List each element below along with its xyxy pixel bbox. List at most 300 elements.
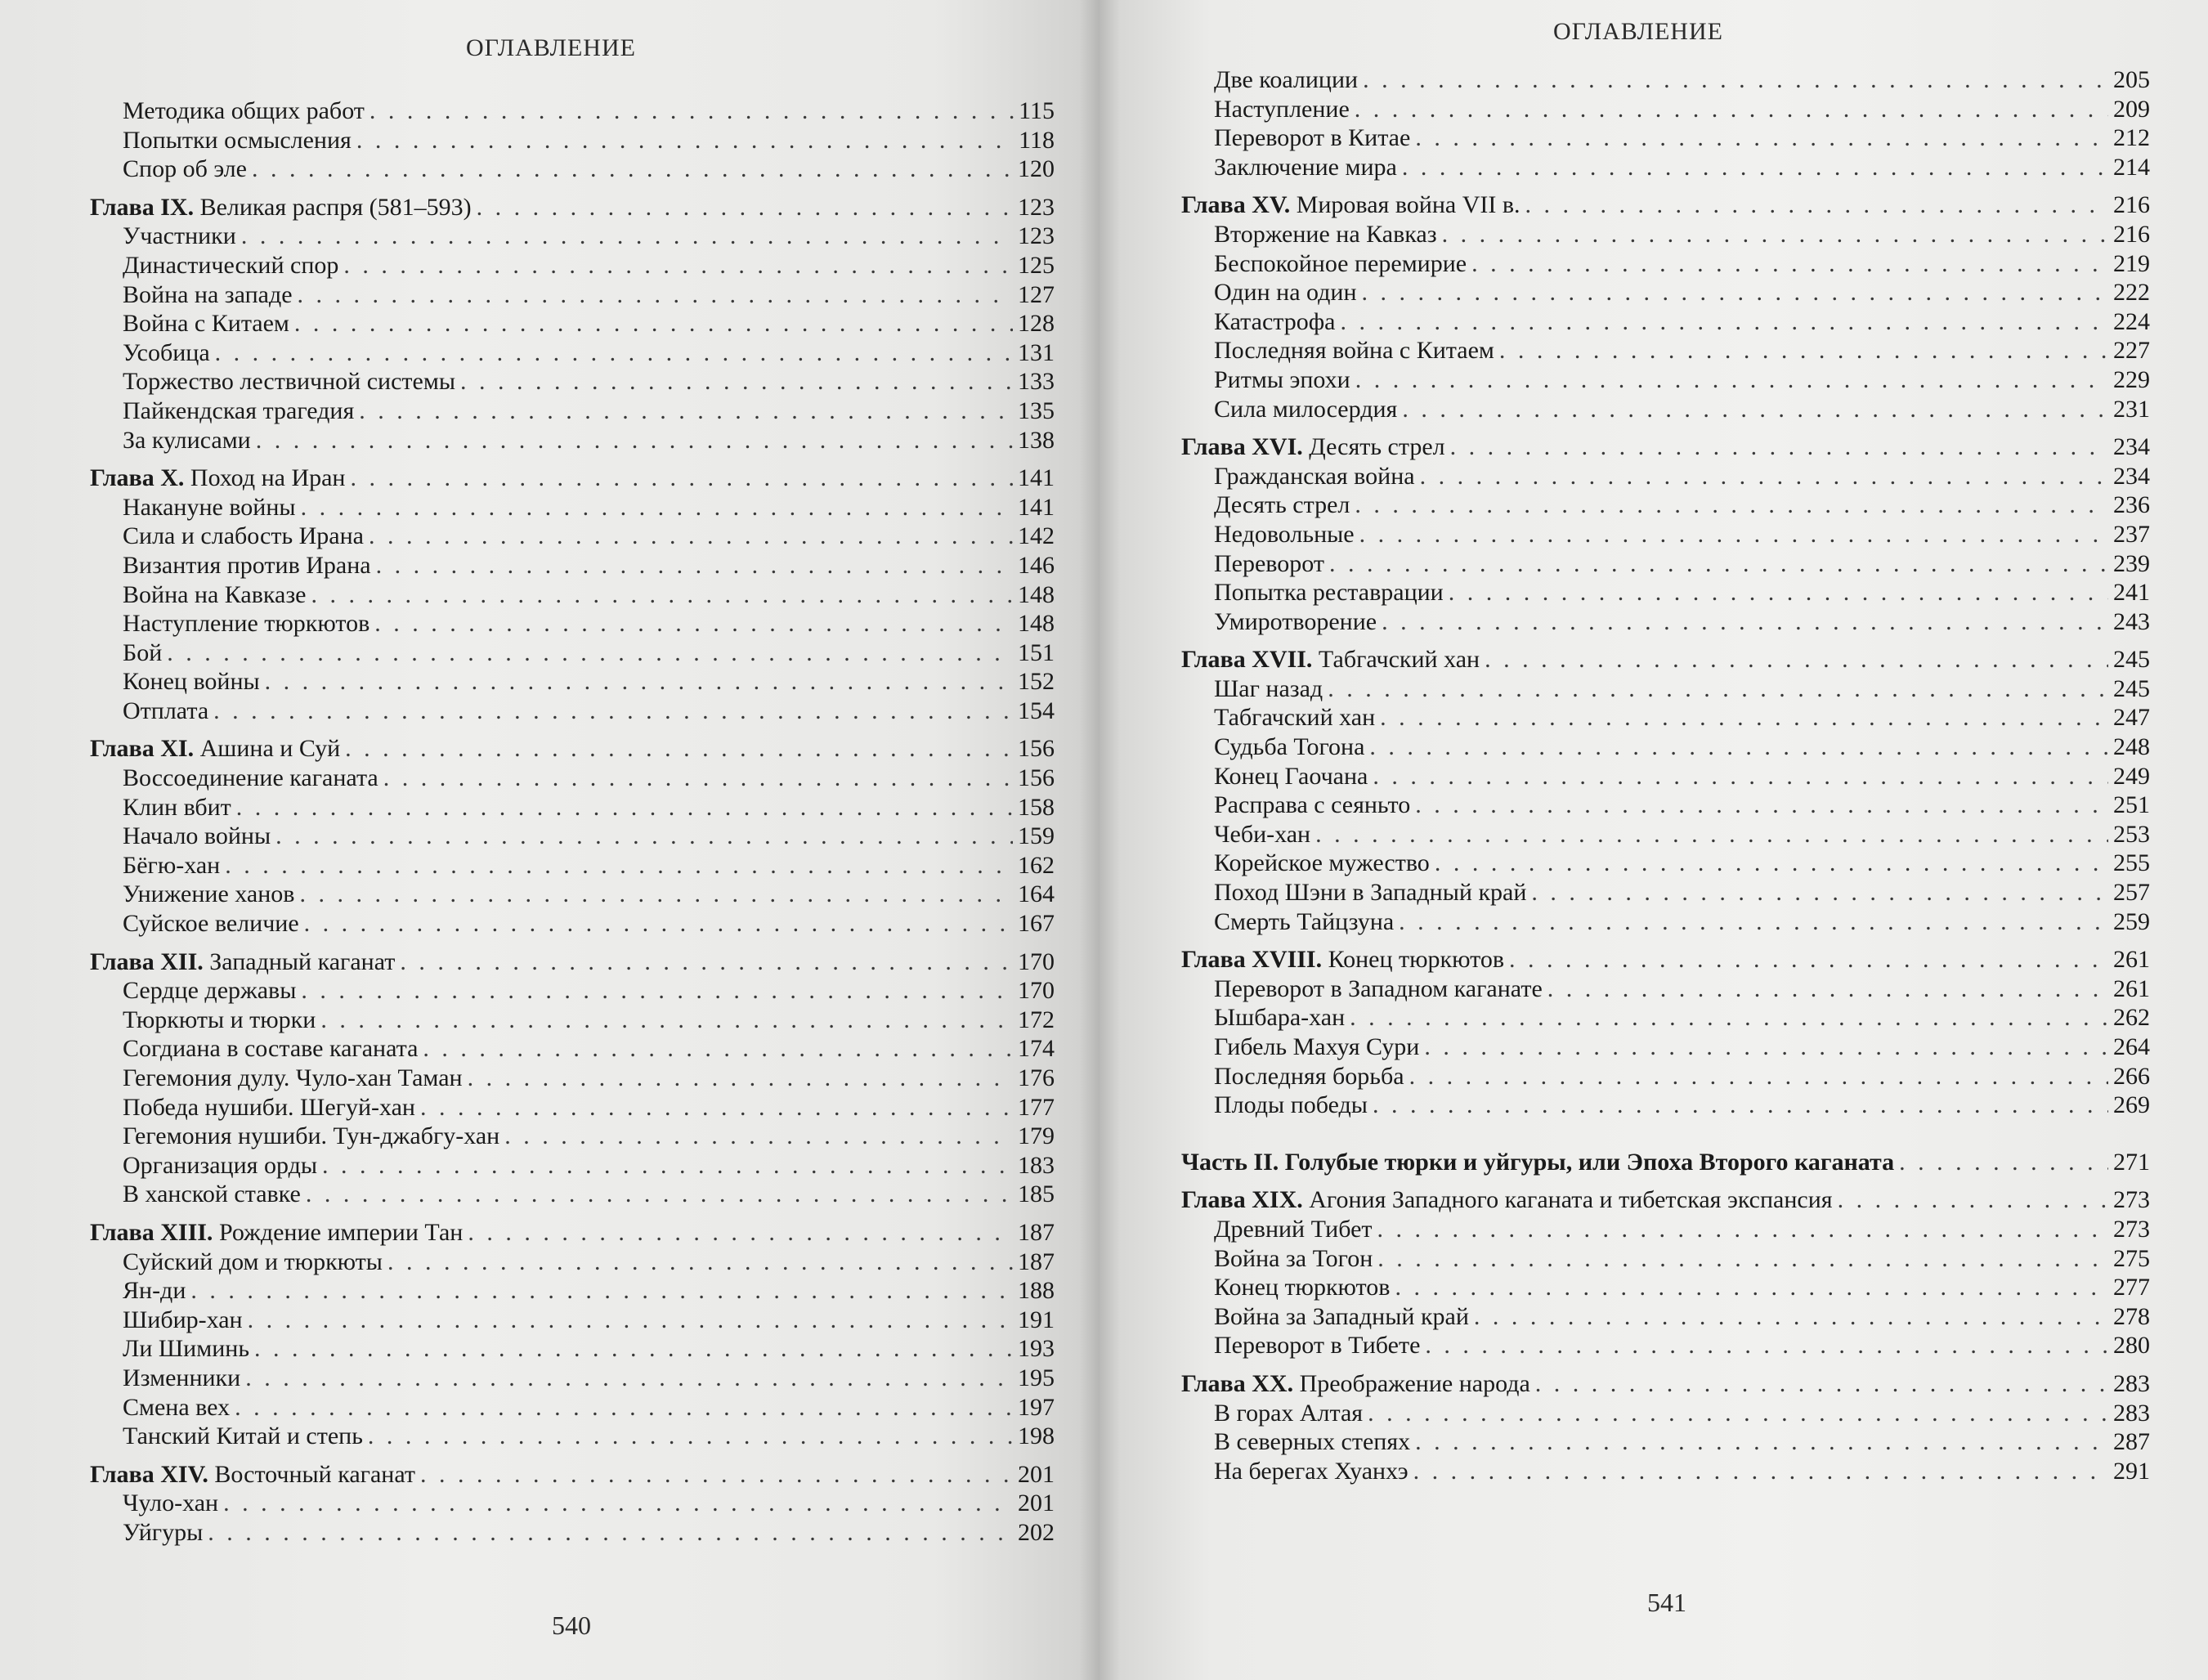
entry-title: Война за Западный край: [1214, 1302, 1469, 1330]
entry-page-number: 193: [1018, 1335, 1055, 1363]
entry-page-number: 142: [1018, 522, 1055, 550]
toc-section-entry: [90, 1276, 1055, 1306]
entry-page-number: 188: [1018, 1277, 1055, 1305]
toc-section-entry: [1181, 1062, 2150, 1091]
dot-leader: [383, 764, 1013, 793]
toc-section-entry: [90, 96, 1055, 126]
dot-leader: [256, 426, 1013, 455]
toc-section-entry: [90, 222, 1055, 251]
dot-leader: [275, 822, 1013, 851]
toc-section-entry: [1181, 249, 2150, 279]
dot-leader: [294, 309, 1013, 338]
entry-page-number: 195: [1018, 1364, 1055, 1391]
entry-title: За кулисами: [123, 426, 251, 454]
entry-page-number: 158: [1018, 793, 1055, 821]
entry-page-number: 224: [2113, 307, 2150, 335]
entry-title: Победа нушиби. Шегуй-хан: [123, 1093, 415, 1121]
entry-page-number: 209: [2113, 95, 2150, 123]
entry-title: Танский Китай и степь: [123, 1422, 363, 1450]
entry-page-number: 275: [2113, 1244, 2150, 1272]
chapter-label: Глава XV.: [1181, 191, 1291, 219]
dot-leader: [1350, 1003, 2108, 1033]
entry-title: Ышбара-хан: [1214, 1004, 1346, 1032]
dot-leader: [1380, 703, 2108, 732]
entry-title: Судьба Тогона: [1214, 733, 1365, 761]
entry-page-number: 283: [2113, 1399, 2150, 1427]
dot-leader: [420, 1093, 1013, 1122]
toc-chapter-entry: [1181, 432, 2150, 462]
entry-title: Методика общих работ: [123, 97, 365, 124]
entry-title: Сила и слабость Ирана: [123, 522, 364, 550]
chapter-label: Глава XVI.: [1181, 433, 1303, 461]
entry-title: Переворот в Западном каганате: [1214, 974, 1543, 1002]
entry-title: Ли Шиминь: [123, 1335, 249, 1363]
entry-title: В северных степях: [1214, 1428, 1411, 1456]
entry-page-number: 280: [2113, 1332, 2150, 1360]
toc-part-entry: [1181, 1148, 2150, 1177]
entry-title: Война за Тогон: [1214, 1244, 1373, 1272]
entry-page-number: 255: [2113, 849, 2150, 877]
entry-title: Суйское величие: [123, 910, 299, 938]
entry-title: Один на один: [1214, 279, 1357, 307]
dot-leader: [1413, 1457, 2108, 1486]
entry-title: [90, 1218, 463, 1248]
entry-title: Усобица: [123, 338, 210, 366]
entry-page-number: 172: [1018, 1006, 1055, 1033]
dot-leader: [1420, 462, 2108, 491]
dot-leader: [368, 1422, 1013, 1451]
toc-section-entry: [1181, 153, 2150, 182]
chapter-label: Глава XIII.: [90, 1218, 213, 1246]
entry-title: Вторжение на Кавказ: [1214, 220, 1437, 248]
entry-page-number: 216: [2113, 191, 2150, 219]
dot-leader: [423, 1034, 1013, 1064]
toc-section-entry: [1181, 395, 2150, 424]
dot-leader: [1499, 336, 2108, 365]
entry-page-number: 167: [1018, 910, 1055, 938]
toc-section-entry: [90, 155, 1055, 184]
toc-section-entry: [1181, 703, 2150, 732]
toc-section-entry: [90, 851, 1055, 880]
entry-page-number: 176: [1018, 1064, 1055, 1091]
dot-leader: [1359, 520, 2108, 549]
toc-section-entry: [90, 822, 1055, 851]
entry-page-number: 237: [2113, 520, 2150, 548]
entry-page-number: 262: [2113, 1004, 2150, 1032]
entry-title: Последняя борьба: [1214, 1062, 1404, 1090]
page-number: 540: [552, 1611, 591, 1640]
entry-page-number: 115: [1019, 97, 1055, 124]
entry-title: [1181, 645, 1480, 674]
toc-section-entry: [1181, 95, 2150, 124]
entry-page-number: 131: [1018, 338, 1055, 366]
toc-section-entry: [1181, 1244, 2150, 1274]
dot-leader: [1425, 1331, 2108, 1360]
toc-section-entry: [90, 638, 1055, 668]
dot-leader: [1424, 1033, 2108, 1062]
toc-section-entry: [90, 976, 1055, 1006]
toc-section-entry: [90, 697, 1055, 726]
chapter-title: Восточный каганат: [208, 1460, 415, 1488]
toc-section-entry: [1181, 462, 2150, 491]
entry-page-number: 257: [2113, 879, 2150, 907]
dot-leader: [311, 580, 1013, 610]
entry-page-number: 202: [1018, 1518, 1055, 1546]
entry-title: Организация орды: [123, 1151, 317, 1179]
dot-leader: [1449, 578, 2108, 607]
entry-title: Наступление: [1214, 95, 1350, 123]
entry-page-number: 247: [2113, 704, 2150, 732]
entry-page-number: 229: [2113, 365, 2150, 393]
toc-section-entry: [1181, 520, 2150, 549]
dot-leader: [248, 1306, 1013, 1335]
toc-section-entry: [90, 1151, 1055, 1180]
entry-page-number: 278: [2113, 1302, 2150, 1330]
dot-leader: [1315, 820, 2108, 849]
toc-section-entry: [90, 551, 1055, 580]
dot-leader: [1531, 878, 2108, 907]
entry-title: Переворот в Китае: [1214, 124, 1411, 152]
dot-leader: [1328, 674, 2108, 704]
entry-page-number: 236: [2113, 491, 2150, 519]
toc-section-entry: [90, 251, 1055, 280]
chapter-label: Глава XII.: [90, 948, 204, 975]
right-page: [1100, 0, 2208, 1680]
entry-page-number: 253: [2113, 820, 2150, 848]
toc-chapter-entry: [90, 948, 1055, 977]
entry-title: Смена вех: [123, 1393, 231, 1421]
entry-page-number: 156: [1018, 735, 1055, 763]
entry-title: Гегемония дулу. Чуло-хан Таман: [123, 1064, 463, 1091]
toc-section-entry: [1181, 549, 2150, 579]
toc-list: [1181, 65, 2150, 1485]
entry-title: Шибир-хан: [123, 1306, 243, 1333]
entry-page-number: 251: [2113, 791, 2150, 819]
toc-chapter-entry: [90, 1218, 1055, 1248]
dot-leader: [1395, 1273, 2108, 1302]
toc-section-entry: [1181, 791, 2150, 820]
chapter-title: Великая распря (581–593): [194, 193, 472, 221]
dot-leader: [252, 155, 1013, 184]
running-header: ОГЛАВЛЕНИЕ: [466, 34, 636, 61]
entry-page-number: 148: [1018, 610, 1055, 638]
entry-page-number: 219: [2113, 249, 2150, 277]
entry-page-number: 264: [2113, 1033, 2150, 1060]
dot-leader: [215, 338, 1013, 368]
left-page: [0, 0, 1100, 1680]
dot-leader: [306, 1180, 1013, 1209]
entry-page-number: 162: [1018, 851, 1055, 879]
entry-title: Бой: [123, 638, 163, 666]
toc-section-entry: [1181, 1302, 2150, 1332]
chapter-label: Глава XIV.: [90, 1460, 208, 1488]
dot-leader: [1399, 907, 2108, 937]
entry-page-number: 187: [1018, 1218, 1055, 1246]
chapter-label: Глава XX.: [1181, 1369, 1294, 1397]
dot-leader: [298, 280, 1013, 310]
toc-section-entry: [1181, 1033, 2150, 1062]
entry-title: [1181, 1185, 1833, 1215]
entry-page-number: 120: [1018, 155, 1055, 183]
toc-section-entry: [1181, 65, 2150, 95]
toc-chapter-entry: [1181, 645, 2150, 674]
entry-title: Согдиана в составе каганата: [123, 1035, 419, 1063]
entry-title: В горах Алтая: [1214, 1399, 1364, 1427]
entry-title: Воссоединение каганата: [123, 764, 378, 792]
entry-title: Конец войны: [123, 668, 260, 696]
toc-chapter-entry: [1181, 190, 2150, 220]
dot-leader: [1373, 1091, 2108, 1120]
toc-section-entry: [90, 1248, 1055, 1277]
entry-title: Чуло-хан: [123, 1490, 219, 1517]
entry-title: [90, 1460, 415, 1490]
entry-title: Беспокойное перемирие: [1214, 249, 1467, 277]
chapter-label: Глава XI.: [90, 735, 195, 763]
dot-leader: [1355, 95, 2108, 124]
entry-title: Изменники: [123, 1364, 241, 1391]
dot-leader: [301, 493, 1013, 522]
dot-leader: [1525, 190, 2108, 220]
entry-page-number: 128: [1018, 310, 1055, 338]
entry-title: [90, 193, 472, 222]
entry-page-number: 277: [2113, 1274, 2150, 1301]
dot-leader: [359, 396, 1013, 426]
toc-section-entry: [1181, 674, 2150, 704]
dot-leader: [301, 976, 1013, 1006]
toc-section-entry: [1181, 123, 2150, 153]
entry-page-number: 266: [2113, 1062, 2150, 1090]
toc-section-entry: [90, 1518, 1055, 1548]
entry-page-number: 156: [1018, 764, 1055, 792]
dot-leader: [1362, 278, 2108, 307]
entry-page-number: 216: [2113, 220, 2150, 248]
entry-page-number: 241: [2113, 579, 2150, 607]
entry-title: [90, 734, 340, 764]
entry-page-number: 239: [2113, 549, 2150, 577]
dot-leader: [1363, 65, 2108, 95]
toc-chapter-entry: [1181, 1185, 2150, 1215]
toc-section-entry: [90, 667, 1055, 697]
entry-page-number: 198: [1018, 1422, 1055, 1450]
toc-section-entry: [90, 309, 1055, 338]
dot-leader: [245, 1364, 1013, 1393]
entry-title: Конец тюркютов: [1214, 1274, 1391, 1301]
entry-page-number: 127: [1018, 280, 1055, 308]
entry-title: Торжество лествичной системы: [123, 368, 455, 396]
dot-leader: [400, 948, 1013, 977]
entry-title: Война на Кавказе: [123, 580, 307, 608]
toc-section-entry: [90, 609, 1055, 638]
dot-leader: [241, 222, 1013, 251]
toc-section-entry: [1181, 907, 2150, 937]
dot-leader: [213, 697, 1013, 726]
chapter-label: Глава IX.: [90, 193, 195, 221]
entry-title: Последняя война с Китаем: [1214, 337, 1494, 365]
toc-section-entry: [1181, 1457, 2150, 1486]
entry-title: Сердце державы: [123, 977, 297, 1005]
toc-section-entry: [90, 764, 1055, 793]
entry-page-number: 154: [1018, 697, 1055, 724]
entry-page-number: 259: [2113, 907, 2150, 935]
entry-title: Смерть Тайцзуна: [1214, 907, 1395, 935]
chapter-title: Ашина и Суй: [194, 735, 341, 763]
dot-leader: [320, 1006, 1013, 1035]
dot-leader: [1402, 153, 2108, 182]
entry-title: Накануне войны: [123, 493, 296, 521]
toc-section-entry: [1181, 1399, 2150, 1428]
entry-page-number: 214: [2113, 153, 2150, 181]
entry-page-number: 212: [2113, 124, 2150, 152]
dot-leader: [1415, 123, 2108, 153]
toc-chapter-entry: [90, 734, 1055, 764]
dot-leader: [1415, 791, 2108, 820]
toc-section-entry: [1181, 1273, 2150, 1302]
dot-leader: [225, 851, 1013, 880]
entry-page-number: 125: [1018, 251, 1055, 279]
toc-chapter-entry: [90, 193, 1055, 222]
dot-leader: [369, 96, 1014, 126]
entry-page-number: 146: [1018, 551, 1055, 579]
toc-section-entry: [1181, 1091, 2150, 1120]
entry-page-number: 269: [2113, 1091, 2150, 1119]
toc-section-entry: [90, 126, 1055, 155]
toc-section-entry: [1181, 974, 2150, 1004]
chapter-label: Глава XIX.: [1181, 1186, 1303, 1214]
toc-section-entry: [1181, 491, 2150, 520]
entry-title: Древний Тибет: [1214, 1215, 1373, 1243]
entry-title: [1181, 190, 1521, 220]
toc-chapter-entry: [90, 464, 1055, 493]
dot-leader: [356, 126, 1014, 155]
dot-leader: [1377, 1244, 2108, 1274]
entry-page-number: 164: [1018, 880, 1055, 908]
chapter-title: Преображение народа: [1293, 1369, 1530, 1397]
toc-section-entry: [1181, 365, 2150, 395]
running-header: ОГЛАВЛЕНИЕ: [1553, 18, 1723, 45]
chapter-label: Глава XVIII.: [1181, 946, 1323, 974]
entry-title: Плоды победы: [1214, 1091, 1368, 1119]
dot-leader: [265, 667, 1013, 697]
chapter-title: Рождение империи Тан: [213, 1218, 464, 1246]
entry-title: Бёгю-хан: [123, 851, 221, 879]
entry-title: Пайкендская трагедия: [123, 396, 355, 424]
dot-leader: [343, 251, 1013, 280]
entry-page-number: 231: [2113, 395, 2150, 423]
entry-title: На берегах Хуанхэ: [1214, 1457, 1409, 1485]
entry-page-number: 234: [2113, 433, 2150, 461]
entry-page-number: 187: [1018, 1248, 1055, 1275]
entry-title: Византия против Ирана: [123, 551, 371, 579]
entry-page-number: 197: [1018, 1393, 1055, 1421]
dot-leader: [374, 609, 1013, 638]
dot-leader: [460, 367, 1013, 396]
dot-leader: [1341, 307, 2109, 337]
dot-leader: [1355, 491, 2108, 520]
entry-page-number: 151: [1018, 638, 1055, 666]
entry-page-number: 170: [1018, 948, 1055, 975]
entry-page-number: 183: [1018, 1151, 1055, 1179]
toc-chapter-entry: [90, 1460, 1055, 1490]
entry-page-number: 185: [1018, 1180, 1055, 1208]
dot-leader: [376, 551, 1013, 580]
entry-title: Поход Шэни в Западный край: [1214, 879, 1527, 907]
dot-leader: [1899, 1148, 2108, 1177]
entry-page-number: 138: [1018, 426, 1055, 454]
entry-title: Гражданская война: [1214, 462, 1415, 490]
entry-title: В ханской ставке: [123, 1180, 301, 1208]
toc-section-entry: [1181, 1003, 2150, 1033]
entry-title: [1181, 1148, 1894, 1177]
toc-section-entry: [1181, 278, 2150, 307]
dot-leader: [1382, 607, 2108, 637]
entry-title: Клин вбит: [123, 793, 231, 821]
entry-page-number: 283: [2113, 1369, 2150, 1397]
toc-section-entry: [90, 909, 1055, 939]
dot-leader: [1435, 849, 2108, 878]
toc-section-entry: [90, 493, 1055, 522]
chapter-title: Табгачский хан: [1312, 646, 1480, 674]
dot-leader: [223, 1489, 1013, 1518]
entry-page-number: 141: [1018, 464, 1055, 492]
dot-leader: [1474, 1302, 2108, 1332]
entry-page-number: 191: [1018, 1306, 1055, 1333]
toc-section-entry: [90, 1064, 1055, 1093]
entry-page-number: 152: [1018, 668, 1055, 696]
entry-title: [1181, 945, 1504, 974]
dot-leader: [1369, 732, 2108, 762]
entry-title: Корейское мужество: [1214, 849, 1430, 877]
toc-section-entry: [90, 1006, 1055, 1035]
toc-section-entry: [90, 1364, 1055, 1393]
entry-title: Чеби-хан: [1214, 820, 1311, 848]
toc-section-entry: [90, 580, 1055, 610]
dot-leader: [387, 1248, 1013, 1277]
entry-title: Попытка реставрации: [1214, 579, 1444, 607]
toc-section-entry: [1181, 1331, 2150, 1360]
toc-chapter-entry: [1181, 945, 2150, 974]
dot-leader: [420, 1460, 1013, 1490]
toc-section-entry: [1181, 878, 2150, 907]
entry-title: Династический спор: [123, 251, 339, 279]
toc-section-entry: [1181, 1427, 2150, 1457]
entry-page-number: 234: [2113, 462, 2150, 490]
dot-leader: [235, 1393, 1013, 1422]
entry-page-number: 287: [2113, 1428, 2150, 1456]
entry-title: Попытки осмысления: [123, 126, 352, 154]
entry-title: [1181, 432, 1445, 462]
dot-leader: [236, 793, 1013, 822]
chapter-label: Глава XVII.: [1181, 646, 1313, 674]
entry-page-number: 135: [1018, 396, 1055, 424]
dot-leader: [1442, 220, 2108, 249]
entry-title: Спор об эле: [123, 155, 247, 183]
chapter-title: Агония Западного каганата и тибетская экспансия: [1302, 1186, 1833, 1214]
dot-leader: [1409, 1062, 2108, 1091]
entry-page-number: 177: [1018, 1093, 1055, 1121]
entry-title: Отплата: [123, 697, 209, 724]
part-title: Часть II. Голубые тюрки и уйгуры, или Эпоха Второго каганата: [1181, 1148, 1895, 1176]
entry-title: Переворот в Тибете: [1214, 1332, 1421, 1360]
toc-section-entry: [90, 1306, 1055, 1335]
dot-leader: [468, 1218, 1013, 1248]
entry-title: Война с Китаем: [123, 310, 289, 338]
entry-title: Расправа с сеяньто: [1214, 791, 1411, 819]
entry-page-number: 273: [2113, 1215, 2150, 1243]
toc-section-entry: [90, 1034, 1055, 1064]
toc-section-entry: [90, 793, 1055, 822]
toc-section-entry: [1181, 820, 2150, 849]
entry-title: Катастрофа: [1214, 307, 1336, 335]
